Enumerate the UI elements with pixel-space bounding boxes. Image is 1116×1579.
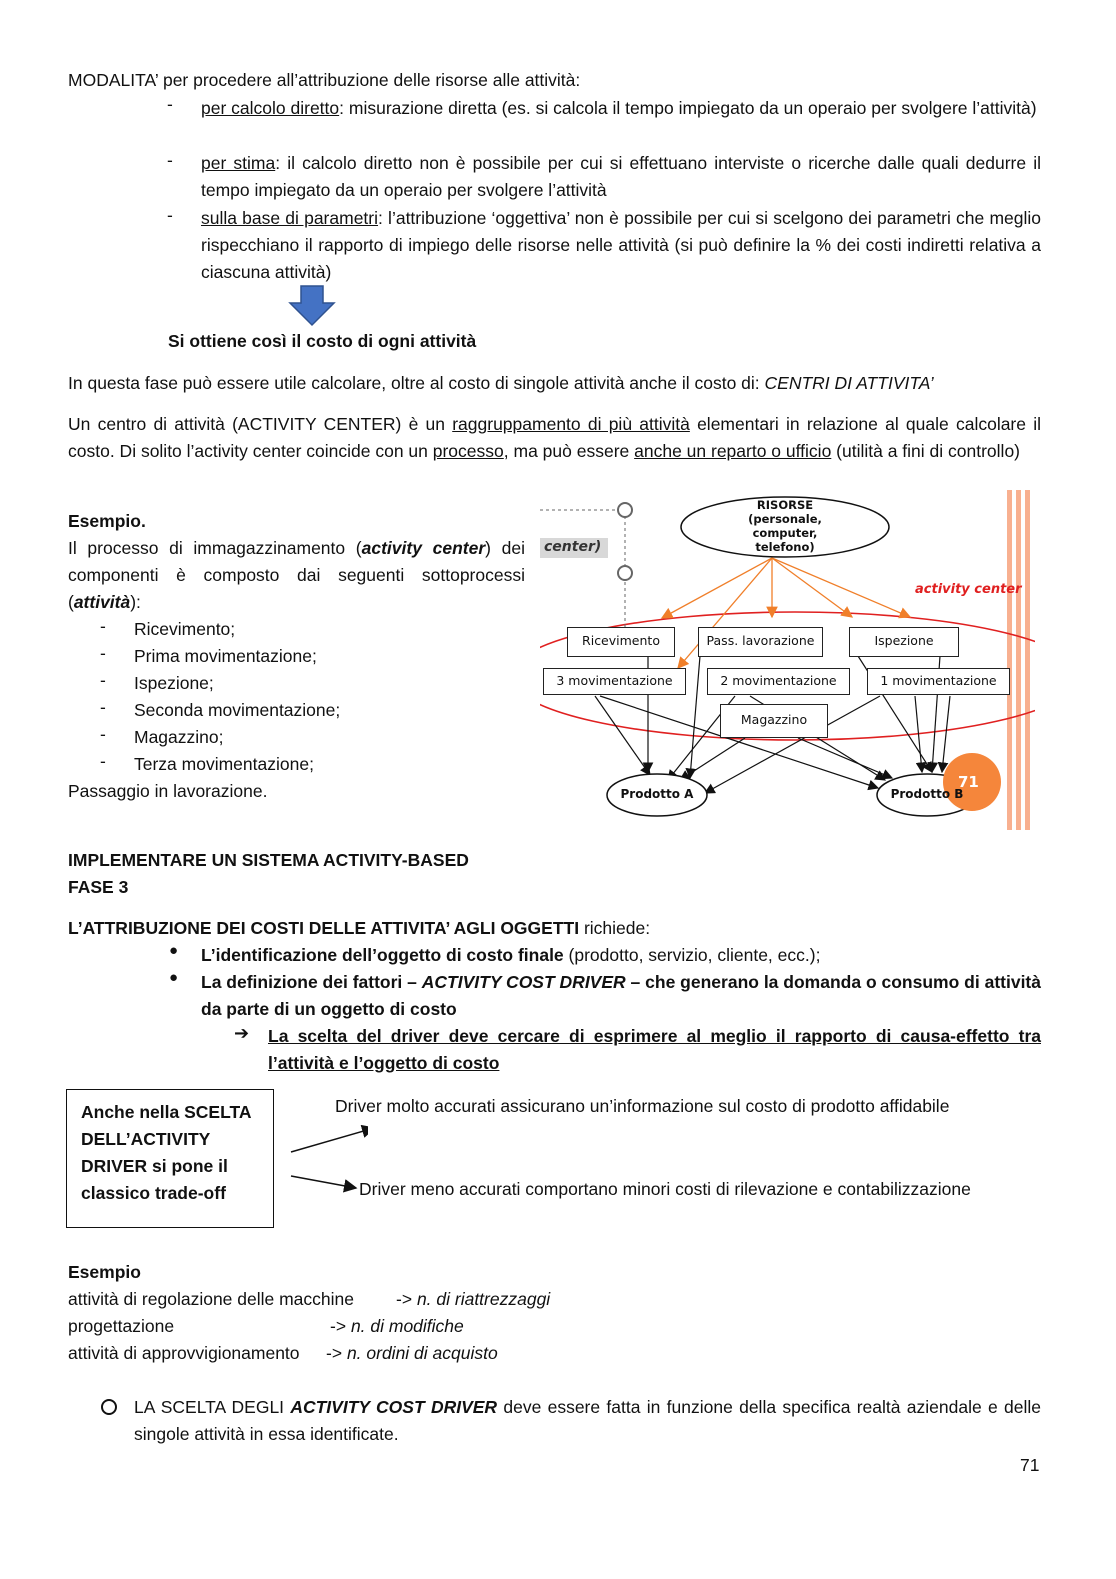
list-item: Seconda movimentazione; bbox=[134, 700, 341, 720]
risorse-label: RISORSE (personale, computer, telefono) bbox=[748, 498, 822, 554]
intro-item-1: per calcolo diretto: misurazione diretta (es. si calcola il tempo impiegato da un operaio per svolgere l’attività) bbox=[201, 98, 1037, 118]
activity-center-label: activity center bbox=[915, 582, 1022, 597]
intro-item-3: sulla base di parametri: l’attribuzione ‘oggettiva’ non è possibile per cui si scelgono dei parametri che meglio rispecchiano il rapporto di impiego delle risorse nelle attività (si può definire la % dei costi indiretti relativa a ciascuna attività) bbox=[201, 208, 1041, 282]
prodotto-a-label: Prodotto A bbox=[620, 787, 694, 801]
esempio2-row-right: -> n. di modifiche bbox=[330, 1316, 464, 1336]
magazzino-box: Magazzino bbox=[720, 704, 828, 738]
esempio2-row-left: progettazione bbox=[68, 1316, 175, 1336]
bullet-dot: ● bbox=[169, 969, 179, 986]
intro-item-1-term: per calcolo diretto bbox=[201, 98, 340, 118]
page-number: 71 bbox=[1020, 1455, 1040, 1475]
circle-bullet-icon bbox=[101, 1399, 117, 1415]
tradeoff-box: Anche nella SCELTA DELL’ACTIVITY DRIVER si pone il classico trade-off bbox=[66, 1089, 274, 1228]
right-arrow-icon: ➔ bbox=[234, 1023, 250, 1043]
movimentazione-3-box: 3 movimentazione bbox=[543, 668, 686, 695]
center-fragment: center) bbox=[544, 539, 602, 555]
final-paragraph: LA SCELTA DEGLI ACTIVITY COST DRIVER deve essere fatta in funzione della specifica realtà aziendale e delle singole attività in essa identificate. bbox=[134, 1397, 1041, 1444]
esempio2-title: Esempio bbox=[68, 1262, 141, 1282]
movimentazione-1-box: 1 movimentazione bbox=[867, 668, 1010, 695]
prodotto-b-label: Prodotto B bbox=[890, 787, 964, 801]
list-item: Magazzino; bbox=[134, 727, 224, 747]
esempio1-title: Esempio. bbox=[68, 511, 146, 531]
ispezione-box: Ispezione bbox=[849, 627, 959, 657]
centri-paragraph-1: In questa fase può essere utile calcolare, oltre al costo di singole attività anche il costo di: CENTRI DI ATTIVITA’ bbox=[68, 373, 934, 393]
list-item: Prima movimentazione; bbox=[134, 646, 317, 666]
tradeoff-up: Driver molto accurati assicurano un’informazione sul costo di prodotto affidabile bbox=[335, 1096, 950, 1116]
fase3-title-1: IMPLEMENTARE UN SISTEMA ACTIVITY-BASED bbox=[68, 850, 469, 870]
fase3-arrow-text: La scelta del driver deve cercare di esprimere al meglio il rapporto di causa-effetto tra l’attività e l’oggetto di costo bbox=[268, 1026, 1041, 1073]
fase3-bullet-1: L’identificazione dell’oggetto di costo finale (prodotto, servizio, cliente, ecc.); bbox=[201, 945, 821, 965]
esempio1-footer: Passaggio in lavorazione. bbox=[68, 781, 268, 801]
esempio2-row-left: attività di approvvigionamento bbox=[68, 1343, 300, 1363]
pass-lavorazione-box: Pass. lavorazione bbox=[698, 627, 823, 657]
bullet-dot: ● bbox=[169, 942, 179, 959]
list-item: Ispezione; bbox=[134, 673, 214, 693]
intro-item-2-term: per stima bbox=[201, 153, 276, 173]
fase3-title-2: FASE 3 bbox=[68, 877, 129, 897]
esempio1-text: Il processo di immagazzinamento (activity center) dei componenti è composto dai seguenti sottoprocessi (attività): bbox=[68, 538, 526, 612]
tradeoff-down: Driver meno accurati comportano minori costi di rilevazione e contabilizzazione bbox=[359, 1179, 971, 1199]
intro-item-2: per stima: il calcolo diretto non è possibile per cui si effettuano interviste o ricerche dalle quali dedurre il tempo impiegato da un operaio per svolgere l’attività bbox=[201, 153, 1041, 200]
bullet-dash: - bbox=[167, 150, 173, 170]
esempio2-row-left: attività di regolazione delle macchine bbox=[68, 1289, 354, 1309]
badge-number: 71 bbox=[958, 773, 979, 791]
esempio2-row-right: -> n. ordini di acquisto bbox=[326, 1343, 498, 1363]
movimentazione-2-box: 2 movimentazione bbox=[707, 668, 850, 695]
intro-heading: MODALITA’ per procedere all’attribuzione delle risorse alle attività: bbox=[68, 70, 581, 90]
intro-item-3-term: sulla base di parametri bbox=[201, 208, 379, 228]
list-item: Terza movimentazione; bbox=[134, 754, 314, 774]
list-item: Ricevimento; bbox=[134, 619, 236, 639]
tradeoff-arrows bbox=[288, 1120, 368, 1200]
esempio2-row-right: -> n. di riattrezzaggi bbox=[396, 1289, 551, 1309]
centri-paragraph-2: Un centro di attività (ACTIVITY CENTER) è un raggruppamento di più attività elementari in relazione al quale calcolare il costo. Di solito l’activity center coincide con un processo, ma può essere anche un reparto o ufficio (utilità a fini di controllo) bbox=[68, 414, 1041, 461]
ricevimento-box: Ricevimento bbox=[567, 627, 675, 657]
down-arrow-icon bbox=[288, 285, 336, 327]
bullet-dash: - bbox=[167, 94, 173, 114]
fase3-bullet-2: La definizione dei fattori – ACTIVITY COST DRIVER – che generano la domanda o consumo di attività da parte di un oggetto di costo bbox=[201, 972, 1041, 1019]
bullet-dash: - bbox=[167, 205, 173, 225]
activity-diagram bbox=[540, 490, 1035, 830]
intro-result: Si ottiene così il costo di ogni attività bbox=[168, 331, 477, 351]
fase3-lead: L’ATTRIBUZIONE DEI COSTI DELLE ATTIVITA’ AGLI OGGETTI richiede: bbox=[68, 918, 651, 938]
